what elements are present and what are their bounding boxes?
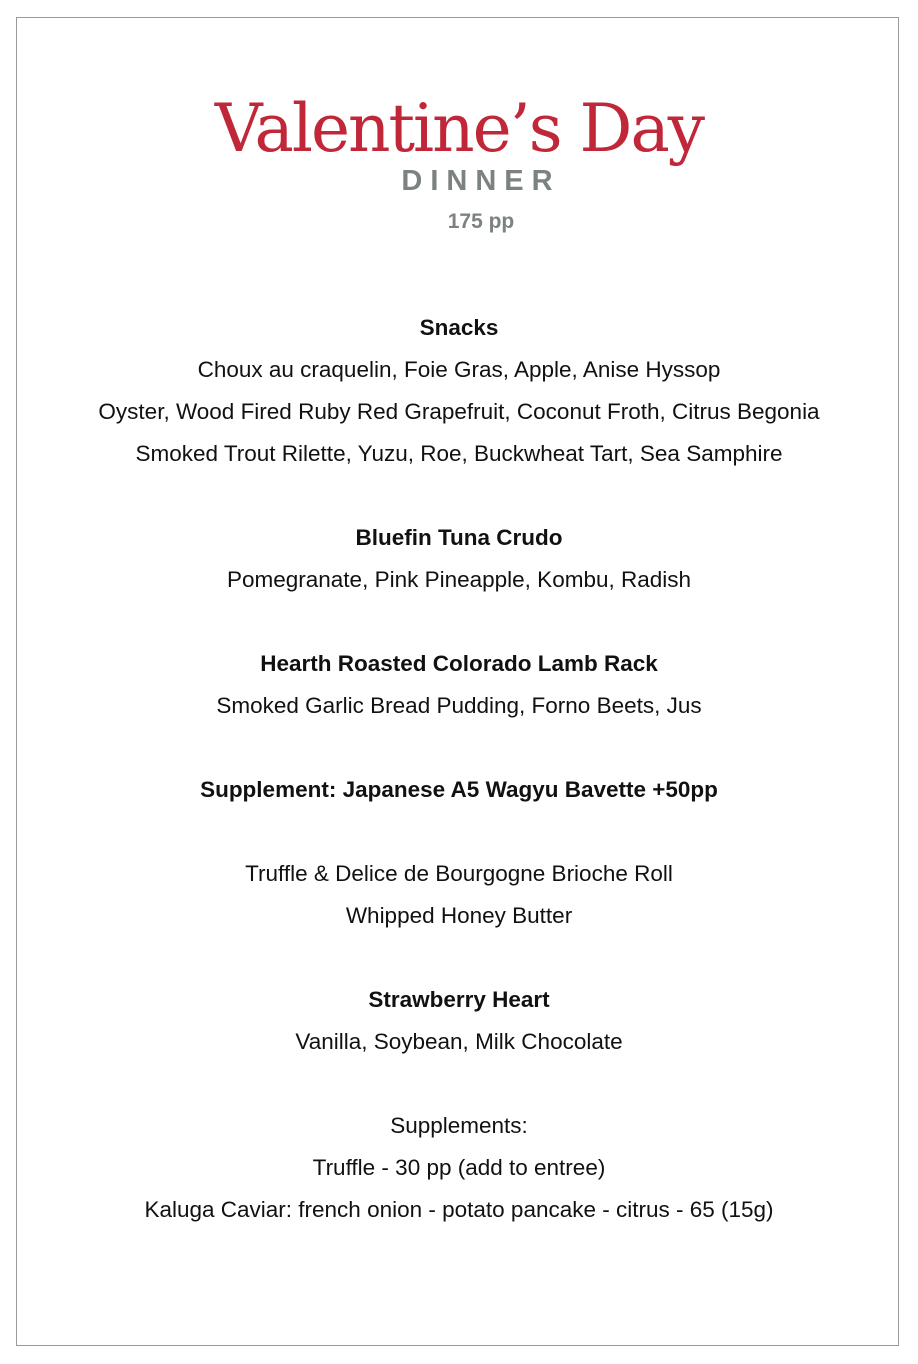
supplements-item: Truffle - 30 pp (add to entree) <box>312 1155 606 1180</box>
supplements-heading: Supplements: <box>390 1113 528 1138</box>
snacks-item: Choux au craquelin, Foie Gras, Apple, Anise Hyssop <box>197 357 721 382</box>
bread-item: Whipped Honey Butter <box>345 903 573 928</box>
crudo-item: Pomegranate, Pink Pineapple, Kombu, Radish <box>226 567 692 592</box>
supplements-item: Kaluga Caviar: french onion - potato pancake - citrus - 65 (15g) <box>144 1197 774 1222</box>
menu-price: 175 pp <box>447 210 515 233</box>
lamb-item: Smoked Garlic Bread Pudding, Forno Beets, Jus <box>216 693 702 718</box>
snacks-item: Oyster, Wood Fired Ruby Red Grapefruit, Coconut Froth, Citrus Begonia <box>98 399 820 424</box>
menu-title: Valentine’s Day <box>214 90 704 167</box>
snacks-heading: Snacks <box>419 315 499 340</box>
menu-subtitle: DINNER <box>401 165 561 197</box>
dessert-item: Vanilla, Soybean, Milk Chocolate <box>295 1029 623 1054</box>
wagyu-supplement-heading: Supplement: Japanese A5 Wagyu Bavette +50pp <box>200 777 718 802</box>
crudo-heading: Bluefin Tuna Crudo <box>355 525 563 550</box>
dessert-heading: Strawberry Heart <box>368 987 550 1012</box>
lamb-heading: Hearth Roasted Colorado Lamb Rack <box>260 651 658 676</box>
snacks-item: Smoked Trout Rilette, Yuzu, Roe, Buckwheat Tart, Sea Samphire <box>135 441 783 466</box>
bread-item: Truffle & Delice de Bourgogne Brioche Roll <box>245 861 673 886</box>
